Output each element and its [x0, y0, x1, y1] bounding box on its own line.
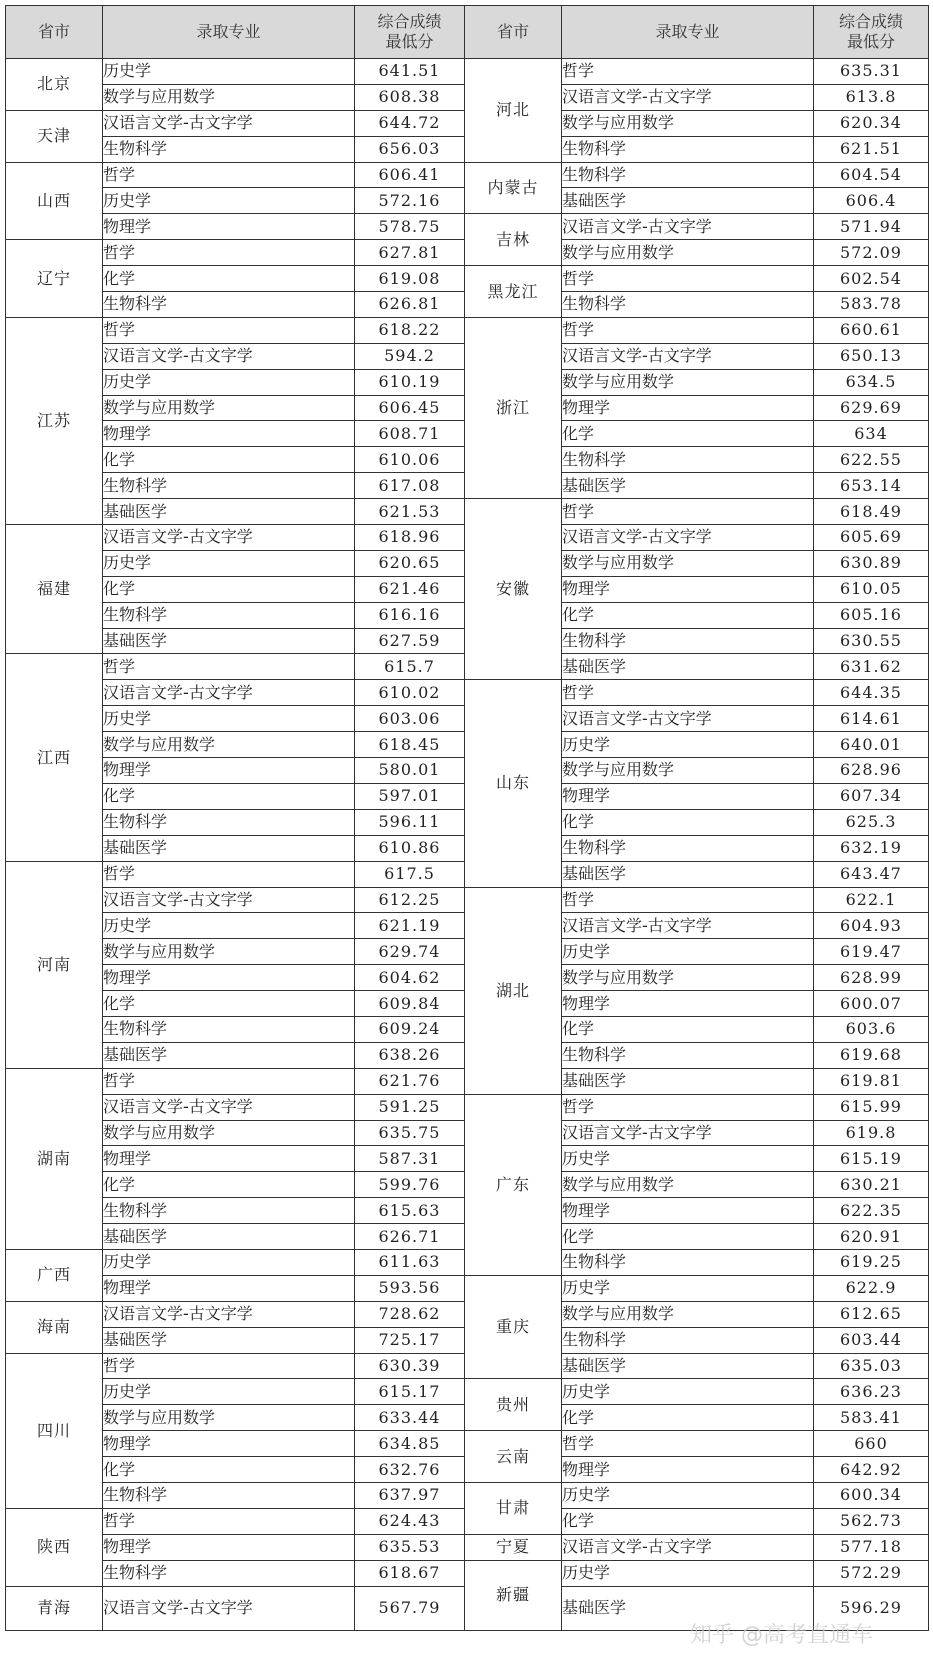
table-row	[6, 680, 929, 706]
province-cell: 湖北	[465, 887, 562, 1094]
table-row	[6, 266, 929, 292]
score-cell: 603.06	[355, 706, 465, 732]
province-cell: 安徽	[465, 499, 562, 680]
major-cell: 汉语言文学-古文字学	[103, 1301, 355, 1327]
score-cell: 607.34	[814, 783, 929, 809]
major-cell: 数学与应用数学	[562, 550, 814, 576]
province-cell: 黑龙江	[465, 266, 562, 318]
score-cell: 638.26	[355, 1042, 465, 1068]
major-cell: 物理学	[103, 758, 355, 784]
table-row	[6, 887, 929, 913]
major-cell: 哲学	[103, 654, 355, 680]
major-cell: 哲学	[562, 680, 814, 706]
score-cell: 577.18	[814, 1534, 929, 1560]
major-cell: 历史学	[103, 550, 355, 576]
major-cell: 化学	[562, 809, 814, 835]
score-cell: 624.43	[355, 1508, 465, 1534]
major-cell: 化学	[562, 1016, 814, 1042]
score-cell: 628.99	[814, 965, 929, 991]
major-cell: 生物科学	[562, 136, 814, 162]
major-cell: 生物科学	[103, 292, 355, 318]
score-cell: 615.99	[814, 1094, 929, 1120]
score-cell: 615.19	[814, 1146, 929, 1172]
score-cell: 604.62	[355, 965, 465, 991]
major-cell: 基础医学	[562, 654, 814, 680]
major-cell: 汉语言文学-古文字学	[103, 1586, 355, 1630]
score-cell: 619.81	[814, 1068, 929, 1094]
score-cell: 634.85	[355, 1431, 465, 1457]
score-cell: 604.93	[814, 913, 929, 939]
major-cell: 基础医学	[103, 835, 355, 861]
province-cell: 福建	[6, 525, 103, 654]
major-cell: 历史学	[103, 59, 355, 85]
major-cell: 数学与应用数学	[103, 732, 355, 758]
score-cell: 630.39	[355, 1353, 465, 1379]
major-cell: 数学与应用数学	[103, 1120, 355, 1146]
score-cell: 596.29	[814, 1586, 929, 1630]
score-cell: 562.73	[814, 1508, 929, 1534]
major-cell: 哲学	[562, 499, 814, 525]
major-cell: 物理学	[562, 783, 814, 809]
watermark: 知乎 @高考直通车	[690, 1623, 873, 1648]
major-cell: 化学	[103, 576, 355, 602]
score-cell: 618.96	[355, 525, 465, 551]
score-cell: 591.25	[355, 1094, 465, 1120]
score-cell: 619.08	[355, 266, 465, 292]
header-score-line2: 最低分	[385, 32, 434, 51]
major-cell: 生物科学	[562, 162, 814, 188]
score-cell: 632.76	[355, 1457, 465, 1483]
score-cell: 618.22	[355, 317, 465, 343]
table-row	[6, 499, 929, 525]
province-cell: 重庆	[465, 1275, 562, 1379]
table-row	[6, 162, 929, 188]
score-cell: 610.02	[355, 680, 465, 706]
table-row	[6, 1094, 929, 1120]
major-cell: 历史学	[562, 1482, 814, 1508]
score-cell: 643.47	[814, 861, 929, 887]
table-row	[6, 1482, 929, 1508]
province-cell: 云南	[465, 1431, 562, 1483]
major-cell: 化学	[562, 602, 814, 628]
province-cell: 内蒙古	[465, 162, 562, 214]
score-cell: 621.53	[355, 499, 465, 525]
major-cell: 生物科学	[103, 809, 355, 835]
table-row	[6, 1560, 929, 1586]
score-cell: 615.63	[355, 1198, 465, 1224]
table-row	[6, 1275, 929, 1301]
major-cell: 生物科学	[103, 1016, 355, 1042]
major-cell: 汉语言文学-古文字学	[562, 343, 814, 369]
province-cell: 湖南	[6, 1068, 103, 1249]
score-cell: 635.75	[355, 1120, 465, 1146]
province-cell: 青海	[6, 1586, 103, 1630]
major-cell: 化学	[103, 783, 355, 809]
score-cell: 620.91	[814, 1224, 929, 1250]
major-cell: 化学	[103, 447, 355, 473]
table-row	[6, 1431, 929, 1457]
major-cell: 物理学	[103, 421, 355, 447]
table-row	[6, 1534, 929, 1560]
score-cell: 594.2	[355, 343, 465, 369]
major-cell: 化学	[562, 1224, 814, 1250]
major-cell: 基础医学	[103, 499, 355, 525]
score-cell: 631.62	[814, 654, 929, 680]
score-cell: 635.03	[814, 1353, 929, 1379]
major-cell: 汉语言文学-古文字学	[562, 913, 814, 939]
score-cell: 627.81	[355, 240, 465, 266]
province-cell: 广西	[6, 1249, 103, 1301]
major-cell: 数学与应用数学	[103, 1405, 355, 1431]
score-cell: 605.69	[814, 525, 929, 551]
score-cell: 614.61	[814, 706, 929, 732]
score-cell: 621.51	[814, 136, 929, 162]
major-cell: 化学	[562, 421, 814, 447]
major-cell: 数学与应用数学	[103, 395, 355, 421]
score-cell: 618.67	[355, 1560, 465, 1586]
score-cell: 616.16	[355, 602, 465, 628]
score-cell: 603.44	[814, 1327, 929, 1353]
major-cell: 物理学	[103, 1534, 355, 1560]
major-cell: 生物科学	[103, 473, 355, 499]
province-cell: 江西	[6, 654, 103, 861]
major-cell: 数学与应用数学	[562, 1301, 814, 1327]
score-cell: 572.16	[355, 188, 465, 214]
major-cell: 生物科学	[103, 602, 355, 628]
major-cell: 生物科学	[103, 136, 355, 162]
score-cell: 635.53	[355, 1534, 465, 1560]
header-major-right: 录取专业	[562, 6, 814, 59]
score-cell: 632.19	[814, 835, 929, 861]
score-cell: 608.71	[355, 421, 465, 447]
score-cell: 618.45	[355, 732, 465, 758]
score-cell: 633.44	[355, 1405, 465, 1431]
header-score-line2: 最低分	[846, 32, 895, 51]
score-cell: 629.69	[814, 395, 929, 421]
header-row	[6, 6, 929, 59]
score-cell: 629.74	[355, 939, 465, 965]
major-cell: 哲学	[103, 1353, 355, 1379]
major-cell: 生物科学	[103, 1482, 355, 1508]
major-cell: 生物科学	[562, 447, 814, 473]
major-cell: 物理学	[103, 965, 355, 991]
score-cell: 656.03	[355, 136, 465, 162]
major-cell: 哲学	[562, 59, 814, 85]
major-cell: 基础医学	[562, 861, 814, 887]
score-cell: 602.54	[814, 266, 929, 292]
province-cell: 山西	[6, 162, 103, 240]
major-cell: 汉语言文学-古文字学	[562, 525, 814, 551]
major-cell: 数学与应用数学	[562, 110, 814, 136]
score-cell: 634.5	[814, 369, 929, 395]
score-cell: 630.55	[814, 628, 929, 654]
major-cell: 数学与应用数学	[103, 939, 355, 965]
score-cell: 615.17	[355, 1379, 465, 1405]
major-cell: 化学	[103, 991, 355, 1017]
major-cell: 生物科学	[562, 628, 814, 654]
score-cell: 617.5	[355, 861, 465, 887]
header-province-left: 省市	[6, 6, 103, 59]
score-cell: 606.45	[355, 395, 465, 421]
score-cell: 622.55	[814, 447, 929, 473]
score-cell: 622.9	[814, 1275, 929, 1301]
score-cell: 619.8	[814, 1120, 929, 1146]
score-cell: 605.16	[814, 602, 929, 628]
score-cell: 636.23	[814, 1379, 929, 1405]
score-cell: 587.31	[355, 1146, 465, 1172]
province-cell: 江苏	[6, 317, 103, 524]
score-cell: 613.8	[814, 84, 929, 110]
major-cell: 基础医学	[562, 1353, 814, 1379]
major-cell: 哲学	[103, 1508, 355, 1534]
header-score-right	[814, 6, 929, 59]
score-cell: 615.7	[355, 654, 465, 680]
major-cell: 哲学	[103, 317, 355, 343]
major-cell: 化学	[103, 1457, 355, 1483]
score-cell: 626.81	[355, 292, 465, 318]
major-cell: 哲学	[562, 887, 814, 913]
score-cell: 637.97	[355, 1482, 465, 1508]
major-cell: 历史学	[562, 1379, 814, 1405]
major-cell: 基础医学	[562, 188, 814, 214]
score-cell: 572.29	[814, 1560, 929, 1586]
score-cell: 578.75	[355, 214, 465, 240]
major-cell: 生物科学	[103, 1198, 355, 1224]
province-cell: 山东	[465, 680, 562, 887]
header-score-line1: 综合成绩	[838, 12, 903, 31]
province-cell: 辽宁	[6, 240, 103, 318]
score-cell: 660	[814, 1431, 929, 1457]
score-cell: 604.54	[814, 162, 929, 188]
major-cell: 哲学	[103, 861, 355, 887]
score-cell: 619.68	[814, 1042, 929, 1068]
score-cell: 572.09	[814, 240, 929, 266]
major-cell: 汉语言文学-古文字学	[103, 343, 355, 369]
major-cell: 物理学	[103, 1275, 355, 1301]
score-cell: 606.41	[355, 162, 465, 188]
major-cell: 汉语言文学-古文字学	[103, 110, 355, 136]
score-cell: 621.19	[355, 913, 465, 939]
major-cell: 历史学	[103, 913, 355, 939]
score-cell: 630.89	[814, 550, 929, 576]
major-cell: 生物科学	[103, 1560, 355, 1586]
header-province-right: 省市	[465, 6, 562, 59]
major-cell: 化学	[103, 1172, 355, 1198]
score-cell: 635.31	[814, 59, 929, 85]
score-cell: 728.62	[355, 1301, 465, 1327]
score-cell: 653.14	[814, 473, 929, 499]
major-cell: 历史学	[103, 1249, 355, 1275]
score-cell: 606.4	[814, 188, 929, 214]
score-cell: 583.78	[814, 292, 929, 318]
score-cell: 580.01	[355, 758, 465, 784]
score-cell: 725.17	[355, 1327, 465, 1353]
major-cell: 哲学	[562, 317, 814, 343]
table-row	[6, 59, 929, 85]
major-cell: 生物科学	[562, 1042, 814, 1068]
major-cell: 历史学	[562, 732, 814, 758]
province-cell: 甘肃	[465, 1482, 562, 1534]
score-cell: 626.71	[355, 1224, 465, 1250]
score-cell: 620.34	[814, 110, 929, 136]
score-cell: 650.13	[814, 343, 929, 369]
province-cell: 浙江	[465, 317, 562, 498]
major-cell: 哲学	[562, 1431, 814, 1457]
major-cell: 汉语言文学-古文字学	[562, 84, 814, 110]
score-cell: 599.76	[355, 1172, 465, 1198]
major-cell: 汉语言文学-古文字学	[103, 887, 355, 913]
major-cell: 历史学	[562, 1560, 814, 1586]
major-cell: 物理学	[562, 576, 814, 602]
score-cell: 621.46	[355, 576, 465, 602]
major-cell: 生物科学	[562, 292, 814, 318]
major-cell: 物理学	[103, 1146, 355, 1172]
score-cell: 596.11	[355, 809, 465, 835]
score-cell: 622.1	[814, 887, 929, 913]
province-cell: 新疆	[465, 1560, 562, 1630]
major-cell: 数学与应用数学	[562, 369, 814, 395]
score-cell: 622.35	[814, 1198, 929, 1224]
major-cell: 哲学	[562, 1094, 814, 1120]
score-cell: 627.59	[355, 628, 465, 654]
score-cell: 617.08	[355, 473, 465, 499]
score-cell: 619.47	[814, 939, 929, 965]
major-cell: 汉语言文学-古文字学	[103, 525, 355, 551]
major-cell: 哲学	[103, 240, 355, 266]
major-cell: 哲学	[103, 162, 355, 188]
score-cell: 600.34	[814, 1482, 929, 1508]
score-cell: 600.07	[814, 991, 929, 1017]
major-cell: 历史学	[103, 369, 355, 395]
province-cell: 天津	[6, 110, 103, 162]
score-cell: 618.49	[814, 499, 929, 525]
score-cell: 630.21	[814, 1172, 929, 1198]
score-cell: 611.63	[355, 1249, 465, 1275]
major-cell: 基础医学	[103, 628, 355, 654]
score-cell: 612.65	[814, 1301, 929, 1327]
province-cell: 河南	[6, 861, 103, 1068]
major-cell: 数学与应用数学	[562, 758, 814, 784]
major-cell: 数学与应用数学	[562, 1172, 814, 1198]
major-cell: 基础医学	[103, 1224, 355, 1250]
major-cell: 汉语言文学-古文字学	[562, 706, 814, 732]
major-cell: 汉语言文学-古文字学	[562, 214, 814, 240]
major-cell: 基础医学	[562, 1068, 814, 1094]
score-cell: 610.19	[355, 369, 465, 395]
header-score-left	[355, 6, 465, 59]
table-body	[6, 59, 929, 1631]
score-table	[5, 5, 929, 1631]
major-cell: 物理学	[562, 991, 814, 1017]
major-cell: 物理学	[103, 214, 355, 240]
table-row	[6, 214, 929, 240]
major-cell: 哲学	[103, 1068, 355, 1094]
major-cell: 基础医学	[562, 473, 814, 499]
header-major-left: 录取专业	[103, 6, 355, 59]
major-cell: 生物科学	[562, 835, 814, 861]
major-cell: 历史学	[103, 188, 355, 214]
score-cell: 609.24	[355, 1016, 465, 1042]
major-cell: 物理学	[562, 1457, 814, 1483]
province-cell: 陕西	[6, 1508, 103, 1586]
score-cell: 628.96	[814, 758, 929, 784]
major-cell: 历史学	[562, 1146, 814, 1172]
province-cell: 海南	[6, 1301, 103, 1353]
major-cell: 物理学	[103, 1431, 355, 1457]
province-cell: 广东	[465, 1094, 562, 1275]
major-cell: 基础医学	[103, 1042, 355, 1068]
table-row	[6, 1379, 929, 1405]
province-cell: 宁夏	[465, 1534, 562, 1560]
major-cell: 化学	[562, 1405, 814, 1431]
score-cell: 660.61	[814, 317, 929, 343]
score-cell: 593.56	[355, 1275, 465, 1301]
score-cell: 571.94	[814, 214, 929, 240]
score-cell: 603.6	[814, 1016, 929, 1042]
score-cell: 641.51	[355, 59, 465, 85]
major-cell: 化学	[103, 266, 355, 292]
score-cell: 610.05	[814, 576, 929, 602]
score-cell: 644.72	[355, 110, 465, 136]
score-cell: 597.01	[355, 783, 465, 809]
major-cell: 基础医学	[103, 1327, 355, 1353]
province-cell: 四川	[6, 1353, 103, 1508]
score-cell: 609.84	[355, 991, 465, 1017]
major-cell: 生物科学	[562, 1249, 814, 1275]
major-cell: 历史学	[103, 1379, 355, 1405]
major-cell: 历史学	[562, 939, 814, 965]
score-cell: 640.01	[814, 732, 929, 758]
major-cell: 汉语言文学-古文字学	[562, 1534, 814, 1560]
score-cell: 610.86	[355, 835, 465, 861]
major-cell: 哲学	[562, 266, 814, 292]
score-cell: 620.65	[355, 550, 465, 576]
score-cell: 583.41	[814, 1405, 929, 1431]
province-cell: 河北	[465, 59, 562, 163]
major-cell: 历史学	[103, 706, 355, 732]
major-cell: 生物科学	[562, 1327, 814, 1353]
major-cell: 化学	[562, 1508, 814, 1534]
score-cell: 619.25	[814, 1249, 929, 1275]
major-cell: 汉语言文学-古文字学	[103, 1094, 355, 1120]
score-cell: 608.38	[355, 84, 465, 110]
score-cell: 634	[814, 421, 929, 447]
major-cell: 数学与应用数学	[103, 84, 355, 110]
province-cell: 贵州	[465, 1379, 562, 1431]
table-row	[6, 317, 929, 343]
major-cell: 物理学	[562, 1198, 814, 1224]
score-cell: 612.25	[355, 887, 465, 913]
score-cell: 644.35	[814, 680, 929, 706]
province-cell: 吉林	[465, 214, 562, 266]
major-cell: 汉语言文学-古文字学	[562, 1120, 814, 1146]
score-cell: 642.92	[814, 1457, 929, 1483]
major-cell: 数学与应用数学	[562, 965, 814, 991]
header-score-line1: 综合成绩	[377, 12, 442, 31]
score-cell: 610.06	[355, 447, 465, 473]
major-cell: 物理学	[562, 395, 814, 421]
major-cell: 历史学	[562, 1275, 814, 1301]
score-cell: 625.3	[814, 809, 929, 835]
major-cell: 数学与应用数学	[562, 240, 814, 266]
score-cell: 567.79	[355, 1586, 465, 1630]
major-cell: 汉语言文学-古文字学	[103, 680, 355, 706]
score-cell: 621.76	[355, 1068, 465, 1094]
province-cell: 北京	[6, 59, 103, 111]
major-cell: 基础医学	[562, 1586, 814, 1630]
